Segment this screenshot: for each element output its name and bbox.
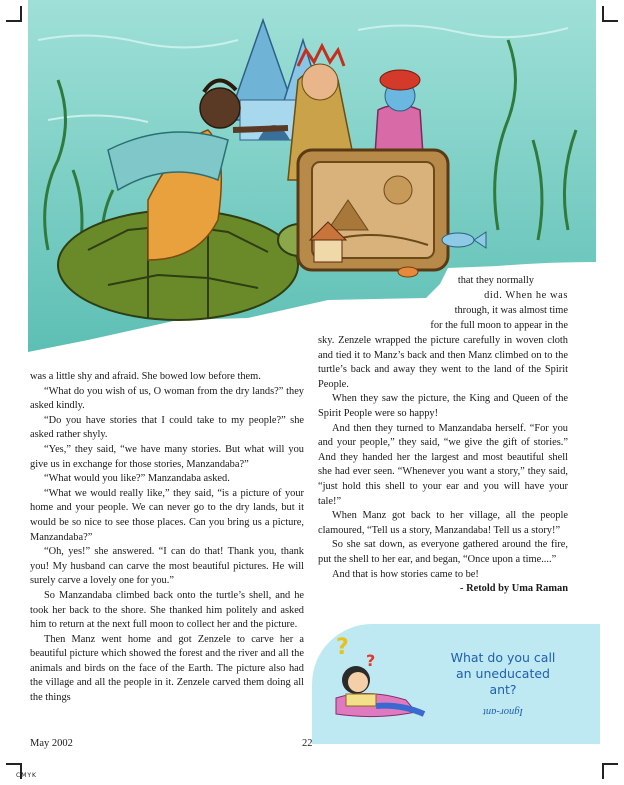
- svg-text:?: ?: [366, 651, 376, 670]
- joke-question-line: an uneducated: [455, 666, 550, 681]
- story-paragraph: Then Manz went home and got Zenzele to carve her a beautiful picture which showed the forest and the river and all the animals and birds on the face of the Earth. The picture also had the village and all the people in it. Zenzele carved them doing all the things: [30, 633, 304, 704]
- crop-mark-top-right: [602, 6, 618, 22]
- story-paragraph: When Manz got back to her village, all the people clamoured, “Tell us a story, Manzandaba! Tell us a story!”: [318, 510, 568, 536]
- story-paragraph: When they saw the picture, the King and Queen of the Spirit People were so happy!: [318, 393, 568, 419]
- story-column-left: [30, 370, 304, 706]
- story-paragraph: So Manzandaba climbed back onto the turtle’s shell, and he took her back to the shore. She thanked him politely and asked him to return at the next full moon to collect her and the picture.: [30, 589, 304, 631]
- crop-mark-top-left: [6, 6, 22, 22]
- story-paragraph: was a little shy and afraid. She bowed low before them.: [30, 371, 261, 382]
- story-line: for the full moon to appear in the: [430, 320, 568, 331]
- story-line: that they normally: [457, 275, 534, 286]
- story-paragraph: “Do you have stories that I could take to my people?” she asked rather shyly.: [30, 414, 304, 441]
- joke-answer-upside-down: Ignor-ant: [482, 706, 524, 717]
- svg-text:?: ?: [336, 635, 349, 660]
- story-column-right: [318, 334, 568, 597]
- joke-question: [438, 650, 568, 698]
- story-paragraph: sky. Zenzele wrapped the picture carefully in woven cloth and tied it to Manz’s back and then Manz climbed on to the turtle’s back and away they went to the land of the Spirit People.: [318, 335, 568, 390]
- joke-question-line: What do you call: [450, 650, 556, 665]
- page-number: 22: [302, 738, 313, 749]
- story-paragraph: “What would you like?” Manzandaba asked.: [44, 473, 230, 485]
- cmyk-print-marks: CMYK: [16, 772, 37, 779]
- story-paragraph: “What we would really like,” they said, “is a picture of your home and your people. We can never go to the dry lands, but it would be so nice to see those places. Can you bring us a picture, Manzandaba?”: [30, 487, 304, 543]
- story-line: did. When he was: [484, 290, 568, 301]
- story-paragraph: “What do you wish of us, O woman from the dry lands?” they asked kindly.: [30, 385, 304, 412]
- story-byline: - Retold by Uma Raman: [460, 583, 568, 595]
- story-paragraph: “Oh, yes!” she answered. “I can do that! Thank you, thank you! My husband can carve the most beautiful pictures. He will surely carve a lovely one for you.”: [30, 546, 304, 587]
- issue-date: May 2002: [30, 738, 73, 749]
- story-line: through, it was almost time: [454, 305, 568, 316]
- story-paragraph: So she sat down, as everyone gathered around the fire, put the shell to her ear, and began, “Once upon a time....”: [318, 539, 568, 565]
- story-paragraph: “Yes,” they said, “we have many stories. But what will you give us in exchange for those stories, Manzandaba?”: [30, 443, 304, 470]
- story-paragraph: And that is how stories came to be!: [332, 568, 479, 580]
- crop-mark-bottom-right: [602, 763, 618, 779]
- reading-girl-illustration: [316, 628, 432, 728]
- joke-question-line: ant?: [489, 682, 517, 697]
- story-paragraph: And then they turned to Manzandaba herself. “For you and your people,” they said, “we give the gift of stories.” And they handed her the largest and most beautiful shell she had ever seen. “Whenever you want a story,” they said, “just hold this shell to your ear and you will have your tale!”: [318, 422, 568, 507]
